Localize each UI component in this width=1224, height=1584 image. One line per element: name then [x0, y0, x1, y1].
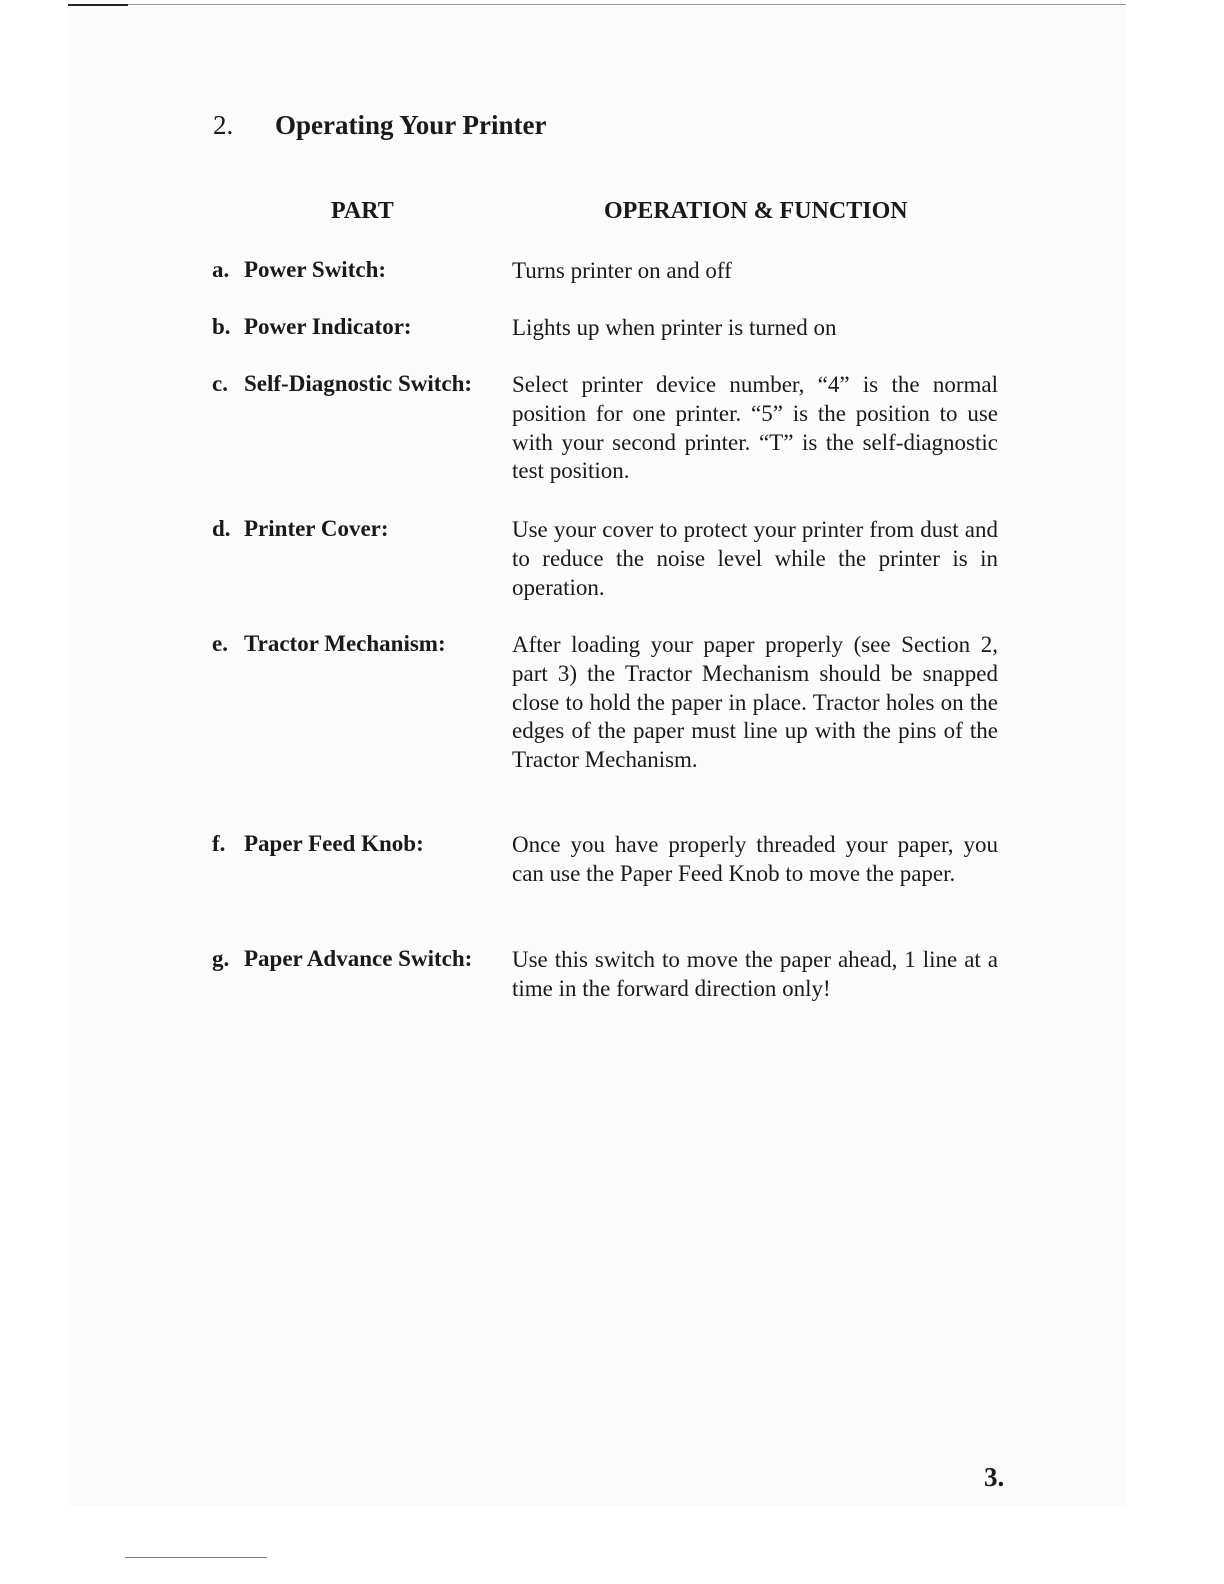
- item-letter: e.: [212, 631, 228, 656]
- item-name: Paper Advance Switch:: [244, 946, 473, 971]
- section-title: Operating Your Printer: [275, 110, 547, 140]
- item-description: Turns printer on and off: [512, 258, 732, 283]
- page-number: 3.: [984, 1462, 1005, 1492]
- item-name: Paper Feed Knob:: [244, 831, 424, 856]
- item-letter: b.: [212, 314, 231, 339]
- item-letter: d.: [212, 516, 231, 541]
- bottom-rule: [125, 1557, 267, 1558]
- column-header-part: PART: [331, 198, 394, 224]
- item-name: Self-Diagnostic Switch:: [244, 371, 473, 396]
- item-letter: f.: [212, 831, 226, 856]
- top-rule-mark: [68, 4, 128, 6]
- item-letter: c.: [212, 371, 228, 396]
- item-name: Power Switch:: [244, 257, 387, 282]
- top-rule: [68, 4, 1126, 5]
- item-letter: g.: [212, 946, 230, 971]
- item-description: Select printer device number, “4” is the normal position for one printer. “5” is the position to use with your second printer. “T” is the self-diagnostic test position.: [512, 372, 998, 484]
- item-description: After loading your paper properly (see Section 2, part 3) the Tractor Mechanism should be snapped close to hold the paper in place. Tractor holes on the edges of the paper must line up with the pins of the Tractor Mechanism.: [512, 632, 998, 773]
- item-description: Once you have properly threaded your paper, you can use the Paper Feed Knob to move the paper.: [512, 832, 998, 886]
- item-letter: a.: [212, 257, 230, 282]
- item-name: Power Indicator:: [244, 314, 412, 339]
- column-header-operation: OPERATION & FUNCTION: [604, 198, 908, 224]
- item-description: Lights up when printer is turned on: [512, 315, 837, 340]
- section-heading: [213, 110, 546, 141]
- item-description: Use this switch to move the paper ahead, 1 line at a time in the forward direction only!: [512, 947, 998, 1001]
- item-name: Tractor Mechanism:: [244, 631, 446, 656]
- item-name: Printer Cover:: [244, 516, 389, 541]
- section-number: 2.: [213, 110, 234, 140]
- item-description: Use your cover to protect your printer from dust and to reduce the noise level while the printer is in operation.: [512, 517, 998, 600]
